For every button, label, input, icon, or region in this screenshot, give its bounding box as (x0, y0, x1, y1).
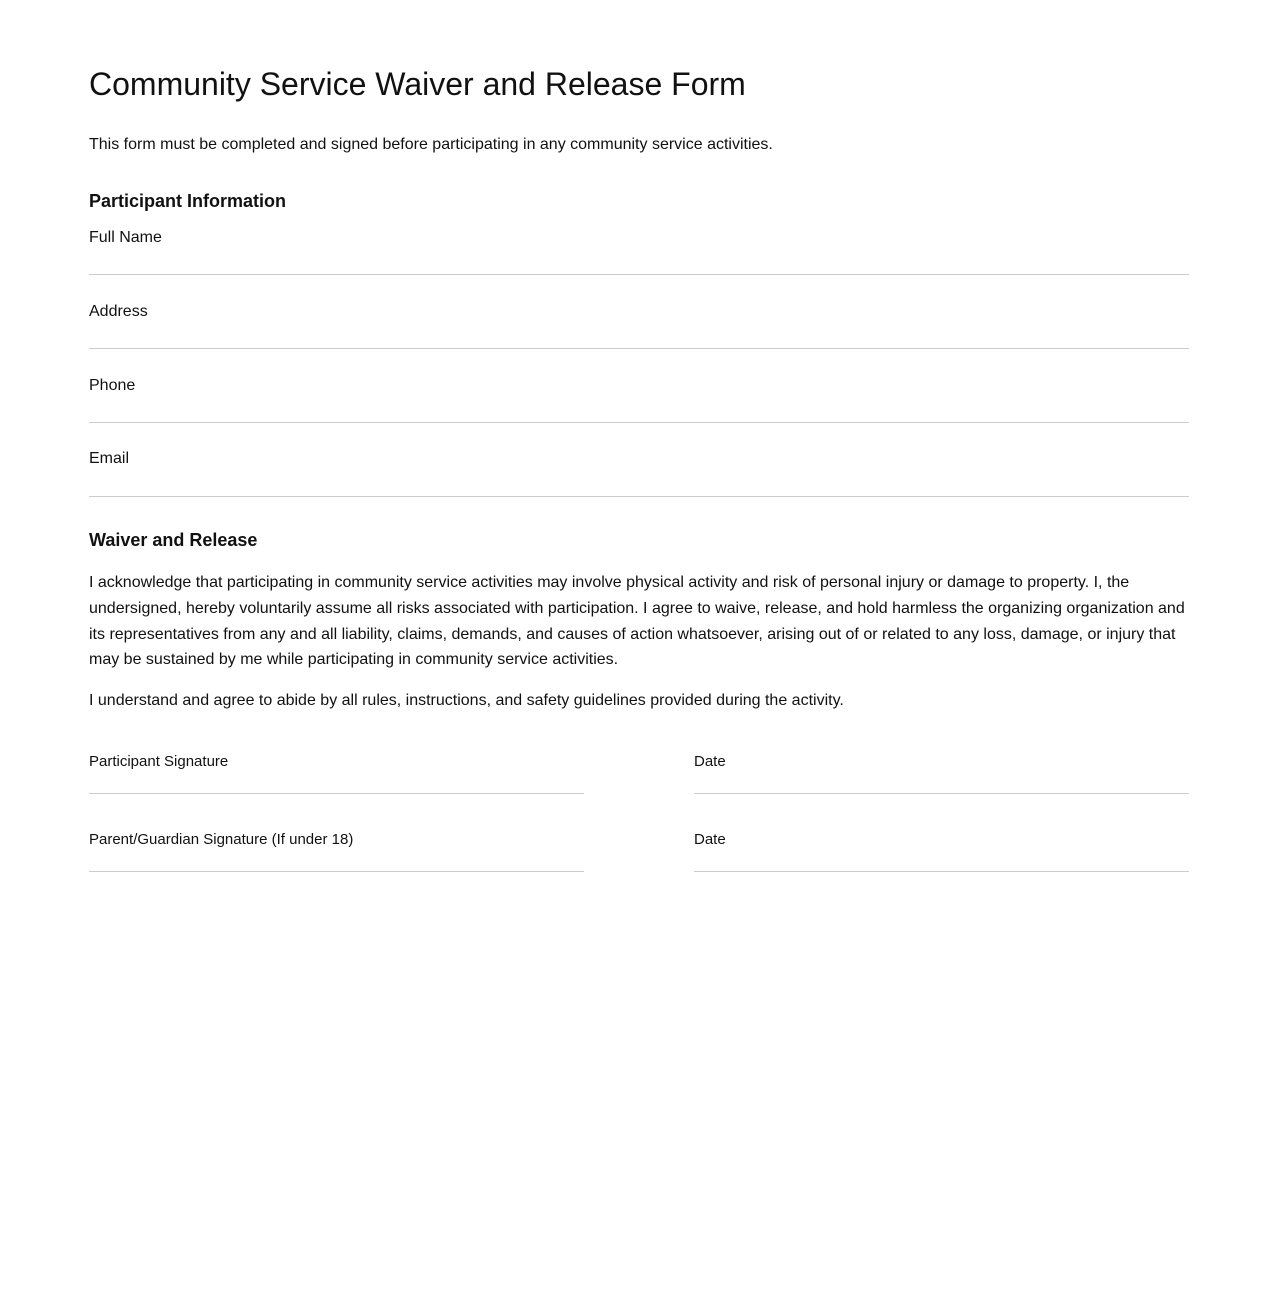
waiver-heading: Waiver and Release (89, 530, 258, 550)
address-input[interactable] (89, 323, 1189, 349)
email-input[interactable] (89, 471, 1189, 497)
page-title: Community Service Waiver and Release Form (89, 66, 746, 102)
guardian-date-field (694, 831, 1189, 849)
phone-label: Phone (89, 377, 136, 394)
full-name-input[interactable] (89, 249, 1189, 275)
participant-date-label: Date (694, 753, 726, 770)
email-field (89, 449, 1189, 469)
guardian-signature-input[interactable] (89, 853, 584, 872)
participant-info-heading: Participant Information (89, 191, 287, 211)
form-intro: This form must be completed and signed before participating in any community service activities. (89, 136, 773, 153)
email-label: Email (89, 450, 130, 467)
participant-signature-field (89, 753, 584, 771)
participant-signature-input[interactable] (89, 775, 584, 794)
phone-field (89, 376, 1189, 396)
address-field (89, 302, 1189, 322)
participant-signature-label: Participant Signature (89, 753, 229, 770)
address-label: Address (89, 303, 148, 320)
guardian-signature-label: Parent/Guardian Signature (If under 18) (89, 831, 354, 848)
guardian-date-label: Date (694, 831, 726, 848)
guardian-signature-field (89, 831, 584, 849)
full-name-label: Full Name (89, 229, 162, 246)
rules-paragraph: I understand and agree to abide by all rules, instructions, and safety guidelines provided during the activity. (89, 692, 844, 709)
participant-date-input[interactable] (694, 775, 1189, 794)
full-name-field (89, 228, 1189, 248)
guardian-date-input[interactable] (694, 853, 1189, 872)
phone-input[interactable] (89, 397, 1189, 423)
waiver-paragraph: I acknowledge that participating in community service activities may involve physical activity and risk of personal injury or damage to property. I, the undersigned, hereby voluntarily assume all risks associated with participation. I agree to waive, release, and hold harmless the organizing organization and its representatives from any and all liability, claims, demands, and causes of action whatsoever, arising out of or related to any loss, damage, or injury that may be sustained by me while participating in community service activities. (89, 574, 1185, 669)
participant-date-field (694, 753, 1189, 771)
